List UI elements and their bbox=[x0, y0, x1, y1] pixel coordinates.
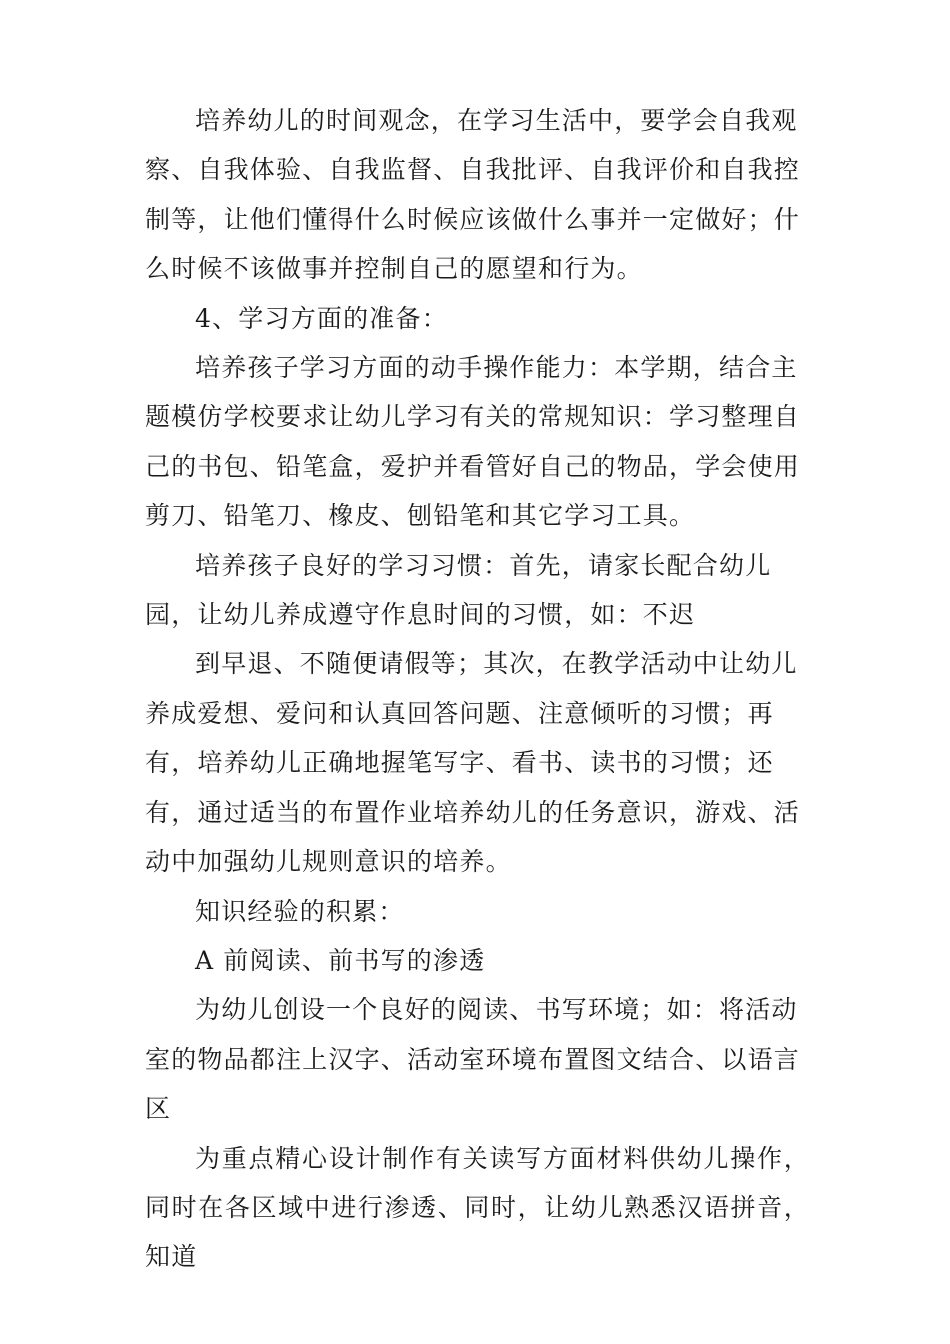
paragraph-hands-on-ability: 培养孩子学习方面的动手操作能力：本学期，结合主题模仿学校要求让幼儿学习有关的常规知识：学习整理自己的书包、铅笔盒，爱护并看管好自己的物品，学会使用剪刀、铅笔刀、橡皮、刨铅笔和其它学习工具。 bbox=[145, 353, 801, 531]
paragraph-time-concept: 培养幼儿的时间观念，在学习生活中，要学会自我观察、自我体验、自我监督、自我批评、自我评价和自我控制等，让他们懂得什么时候应该做什么事并一定做好；什么时候不该做事并控制自己的愿望和行为。 bbox=[145, 106, 801, 284]
paragraph-habits-continued: 到早退、不随便请假等；其次，在教学活动中让幼儿养成爱想、爱问和认真回答问题、注意倾听的习惯；再有，培养幼儿正确地握笔写字、看书、读书的习惯；还有，通过适当的布置作业培养幼儿的任务意识，游戏、活动中加强幼儿规则意识的培养。 bbox=[145, 649, 801, 877]
paragraph-learning-habits: 培养孩子良好的学习习惯：首先，请家长配合幼儿园，让幼儿养成遵守作息时间的习惯，如：不迟 bbox=[145, 550, 772, 630]
paragraph-reading-environment: 为幼儿创设一个良好的阅读、书写环境；如：将活动室的物品都注上汉字、活动室环境布置图文结合、以语言区 bbox=[145, 995, 801, 1124]
paragraph-reading-materials: 为重点精心设计制作有关读写方面材料供幼儿操作，同时在各区域中进行渗透、同时，让幼儿熟悉汉语拼音，知道 bbox=[145, 1143, 810, 1272]
section-heading-knowledge: 知识经验的积累： bbox=[195, 896, 405, 926]
document-body bbox=[145, 96, 810, 1282]
subheading-pre-reading-writing: A 前阅读、前书写的渗透 bbox=[195, 945, 486, 975]
section-heading-learning-prep: 4、学习方面的准备： bbox=[195, 303, 448, 333]
